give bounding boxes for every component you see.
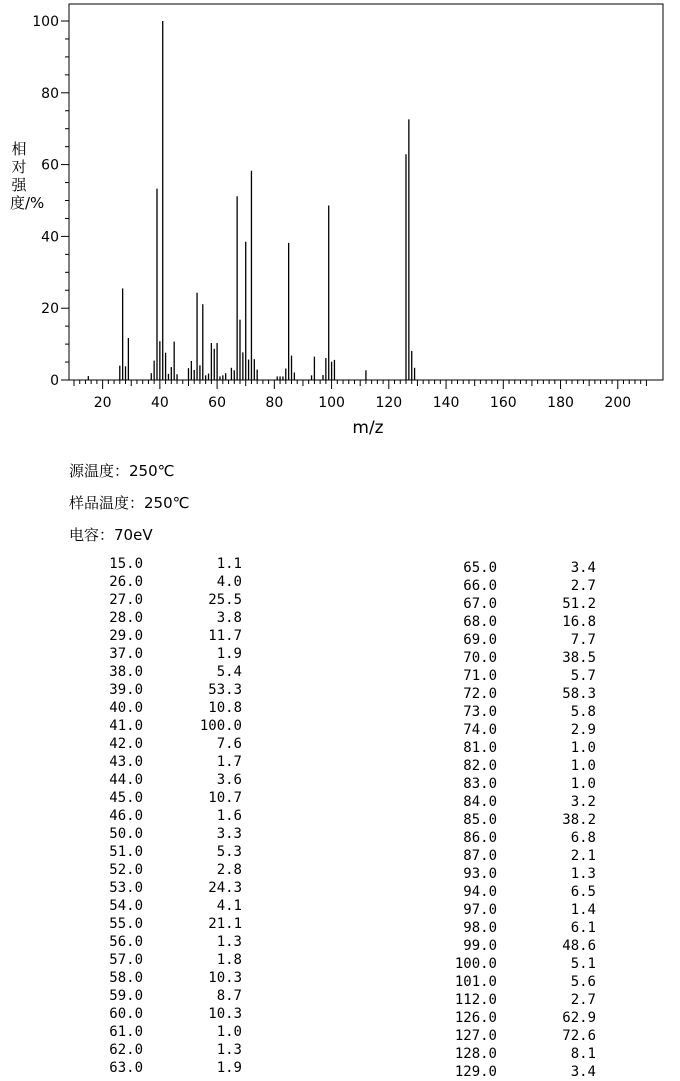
mz-value: 53.0	[109, 880, 143, 896]
mz-value: 67.0	[463, 596, 497, 612]
table-row	[449, 865, 596, 883]
table-row	[449, 901, 596, 919]
mz-value: 43.0	[109, 754, 143, 770]
intensity-value: 10.3	[208, 1006, 242, 1022]
intensity-value: 1.0	[570, 776, 596, 792]
x-tick-label: 160	[489, 395, 517, 411]
intensity-value: 1.3	[216, 934, 242, 950]
intensity-value: 4.0	[216, 574, 242, 590]
intensity-value: 3.4	[570, 560, 596, 576]
table-row	[100, 951, 242, 969]
mz-value: 73.0	[463, 704, 497, 720]
intensity-value: 25.5	[208, 592, 242, 608]
plot-area	[32, 4, 663, 438]
mz-value: 112.0	[454, 992, 497, 1008]
x-tick-label: 180	[547, 395, 574, 411]
table-row	[100, 753, 242, 771]
table-row	[449, 739, 596, 757]
table-row	[449, 973, 596, 991]
mz-value: 60.0	[109, 1006, 143, 1022]
intensity-value: 5.4	[216, 664, 242, 680]
mz-value: 26.0	[109, 574, 143, 590]
mz-value: 57.0	[109, 952, 143, 968]
intensity-value: 2.1	[570, 848, 596, 864]
mz-value: 97.0	[463, 902, 497, 918]
table-row	[449, 847, 596, 865]
mz-value: 54.0	[109, 898, 143, 914]
table-row	[449, 775, 596, 793]
mz-value: 37.0	[109, 646, 143, 662]
mz-value: 28.0	[109, 610, 143, 626]
intensity-value: 1.9	[216, 646, 242, 662]
table-row	[449, 613, 596, 631]
x-tick-label: 200	[604, 395, 632, 411]
table-row	[100, 771, 242, 789]
mz-value: 63.0	[109, 1060, 143, 1076]
table-row	[449, 595, 596, 613]
intensity-value: 53.3	[208, 682, 242, 698]
intensity-value: 8.7	[216, 988, 242, 1004]
mz-value: 44.0	[109, 772, 143, 788]
table-row	[100, 555, 242, 573]
table-row	[449, 685, 596, 703]
table-row	[100, 645, 242, 663]
intensity-value: 10.7	[208, 790, 242, 806]
mz-value: 98.0	[463, 920, 497, 936]
table-row	[100, 879, 242, 897]
intensity-value: 6.1	[570, 920, 596, 936]
ionization-voltage: 电容：70eV	[69, 526, 153, 544]
table-row	[100, 717, 242, 735]
intensity-value: 3.3	[216, 826, 242, 842]
intensity-value: 3.2	[570, 794, 596, 810]
mz-value: 128.0	[454, 1046, 497, 1062]
intensity-value: 2.8	[216, 862, 242, 878]
intensity-value: 38.5	[562, 650, 596, 666]
peak-table-left	[100, 555, 242, 1077]
peak-table-right	[449, 559, 596, 1081]
mz-value: 86.0	[463, 830, 497, 846]
table-row	[449, 883, 596, 901]
mz-value: 101.0	[454, 974, 497, 990]
intensity-value: 1.3	[216, 1042, 242, 1058]
y-tick-label: 20	[41, 301, 59, 318]
table-row	[100, 861, 242, 879]
mz-value: 82.0	[463, 758, 497, 774]
intensity-value: 3.4	[570, 1064, 596, 1080]
intensity-value: 1.1	[216, 556, 242, 572]
intensity-value: 3.6	[216, 772, 242, 788]
mz-value: 62.0	[109, 1042, 143, 1058]
table-row	[449, 829, 596, 847]
mz-value: 81.0	[463, 740, 497, 756]
table-row	[449, 559, 596, 577]
table-row	[449, 1045, 596, 1063]
mz-value: 15.0	[109, 556, 143, 572]
table-row	[100, 699, 242, 717]
intensity-value: 1.6	[216, 808, 242, 824]
mz-value: 74.0	[463, 722, 497, 738]
table-row	[100, 825, 242, 843]
table-row	[100, 843, 242, 861]
x-tick-label: 60	[208, 395, 227, 411]
mz-value: 66.0	[463, 578, 497, 594]
table-row	[449, 1027, 596, 1045]
intensity-value: 5.6	[570, 974, 596, 990]
intensity-value: 10.8	[208, 700, 242, 716]
intensity-value: 6.5	[570, 884, 596, 900]
mz-value: 39.0	[109, 682, 143, 698]
mz-value: 71.0	[463, 668, 497, 684]
intensity-value: 10.3	[208, 970, 242, 986]
intensity-value: 3.8	[216, 610, 242, 626]
table-row	[100, 987, 242, 1005]
table-row	[100, 591, 242, 609]
table-row	[449, 649, 596, 667]
intensity-value: 2.7	[570, 992, 596, 1008]
intensity-value: 1.7	[216, 754, 242, 770]
sample-temperature: 样品温度：250℃	[69, 494, 190, 512]
plot-frame	[69, 4, 663, 380]
table-row	[449, 631, 596, 649]
intensity-value: 2.9	[570, 722, 596, 738]
x-tick-label: 40	[150, 395, 169, 411]
table-row	[449, 1063, 596, 1081]
mz-value: 42.0	[109, 736, 143, 752]
table-row	[100, 789, 242, 807]
y-tick-label: 60	[41, 157, 59, 174]
mz-value: 70.0	[463, 650, 497, 666]
table-row	[100, 681, 242, 699]
mz-value: 126.0	[454, 1010, 497, 1026]
intensity-value: 72.6	[562, 1028, 596, 1044]
mz-value: 68.0	[463, 614, 497, 630]
y-axis-label: 相对强度/%	[10, 140, 45, 212]
mz-value: 38.0	[109, 664, 143, 680]
intensity-value: 38.2	[562, 812, 596, 828]
intensity-value: 48.6	[562, 938, 596, 954]
x-tick-label: 100	[318, 395, 345, 411]
mz-value: 85.0	[463, 812, 497, 828]
table-row	[100, 1023, 242, 1041]
mz-value: 100.0	[454, 956, 497, 972]
intensity-value: 1.8	[216, 952, 242, 968]
table-row	[449, 577, 596, 595]
intensity-value: 5.8	[570, 704, 596, 720]
table-row	[449, 811, 596, 829]
table-row	[100, 627, 242, 645]
intensity-value: 21.1	[208, 916, 242, 932]
table-row	[100, 915, 242, 933]
mz-value: 27.0	[109, 592, 143, 608]
intensity-value: 5.3	[216, 844, 242, 860]
y-tick-label: 40	[41, 229, 59, 246]
table-row	[100, 807, 242, 825]
mz-value: 65.0	[463, 560, 497, 576]
table-row	[449, 721, 596, 739]
mz-value: 56.0	[109, 934, 143, 950]
intensity-value: 1.0	[570, 740, 596, 756]
mz-value: 40.0	[109, 700, 143, 716]
table-row	[100, 735, 242, 753]
x-tick-label: 80	[265, 395, 284, 411]
intensity-value: 1.4	[570, 902, 596, 918]
x-tick-label: 20	[93, 395, 112, 411]
table-row	[449, 667, 596, 685]
x-tick-label: 140	[432, 395, 460, 411]
table-row	[100, 969, 242, 987]
mz-value: 52.0	[109, 862, 143, 878]
mz-value: 51.0	[109, 844, 143, 860]
intensity-value: 2.7	[570, 578, 596, 594]
table-row	[100, 897, 242, 915]
table-row	[449, 955, 596, 973]
intensity-value: 7.7	[570, 632, 596, 648]
intensity-value: 11.7	[208, 628, 242, 644]
table-row	[100, 1005, 242, 1023]
mass-spectrum-chart	[0, 0, 680, 450]
mz-value: 29.0	[109, 628, 143, 644]
table-row	[449, 757, 596, 775]
mz-value: 94.0	[463, 884, 497, 900]
mz-value: 46.0	[109, 808, 143, 824]
mz-value: 50.0	[109, 826, 143, 842]
intensity-value: 62.9	[562, 1010, 596, 1026]
table-row	[100, 933, 242, 951]
mz-value: 87.0	[463, 848, 497, 864]
intensity-value: 5.1	[570, 956, 596, 972]
table-row	[100, 1041, 242, 1059]
mz-value: 61.0	[109, 1024, 143, 1040]
intensity-value: 16.8	[562, 614, 596, 630]
table-row	[449, 919, 596, 937]
table-row	[100, 1059, 242, 1077]
intensity-value: 1.0	[570, 758, 596, 774]
intensity-value: 8.1	[570, 1046, 596, 1062]
mz-value: 129.0	[454, 1064, 497, 1080]
mz-value: 55.0	[109, 916, 143, 932]
table-row	[449, 703, 596, 721]
mz-value: 93.0	[463, 866, 497, 882]
table-row	[449, 1009, 596, 1027]
intensity-value: 24.3	[208, 880, 242, 896]
intensity-value: 1.3	[570, 866, 596, 882]
intensity-value: 51.2	[562, 596, 596, 612]
x-axis-label: m/z	[352, 418, 384, 438]
table-row	[100, 573, 242, 591]
source-temperature: 源温度：250℃	[69, 462, 175, 480]
y-tick-label: 100	[32, 14, 59, 30]
x-tick-label: 120	[375, 395, 403, 411]
table-row	[100, 663, 242, 681]
mz-value: 45.0	[109, 790, 143, 806]
intensity-value: 1.0	[216, 1024, 242, 1040]
intensity-value: 1.9	[216, 1060, 242, 1076]
table-row	[100, 609, 242, 627]
mz-value: 99.0	[463, 938, 497, 954]
y-tick-label: 80	[41, 85, 59, 102]
mz-value: 127.0	[454, 1028, 497, 1044]
mz-value: 69.0	[463, 632, 497, 648]
mz-value: 58.0	[109, 970, 143, 986]
mz-value: 41.0	[109, 718, 143, 734]
table-row	[449, 937, 596, 955]
mz-value: 83.0	[463, 776, 497, 792]
table-row	[449, 991, 596, 1009]
mz-value: 72.0	[463, 686, 497, 702]
intensity-value: 4.1	[216, 898, 242, 914]
intensity-value: 100.0	[199, 718, 242, 734]
intensity-value: 6.8	[570, 830, 596, 846]
table-row	[449, 793, 596, 811]
y-tick-label: 0	[50, 373, 59, 389]
mz-value: 59.0	[109, 988, 143, 1004]
intensity-value: 5.7	[570, 668, 596, 684]
intensity-value: 7.6	[216, 736, 242, 752]
mz-value: 84.0	[463, 794, 497, 810]
intensity-value: 58.3	[562, 686, 596, 702]
